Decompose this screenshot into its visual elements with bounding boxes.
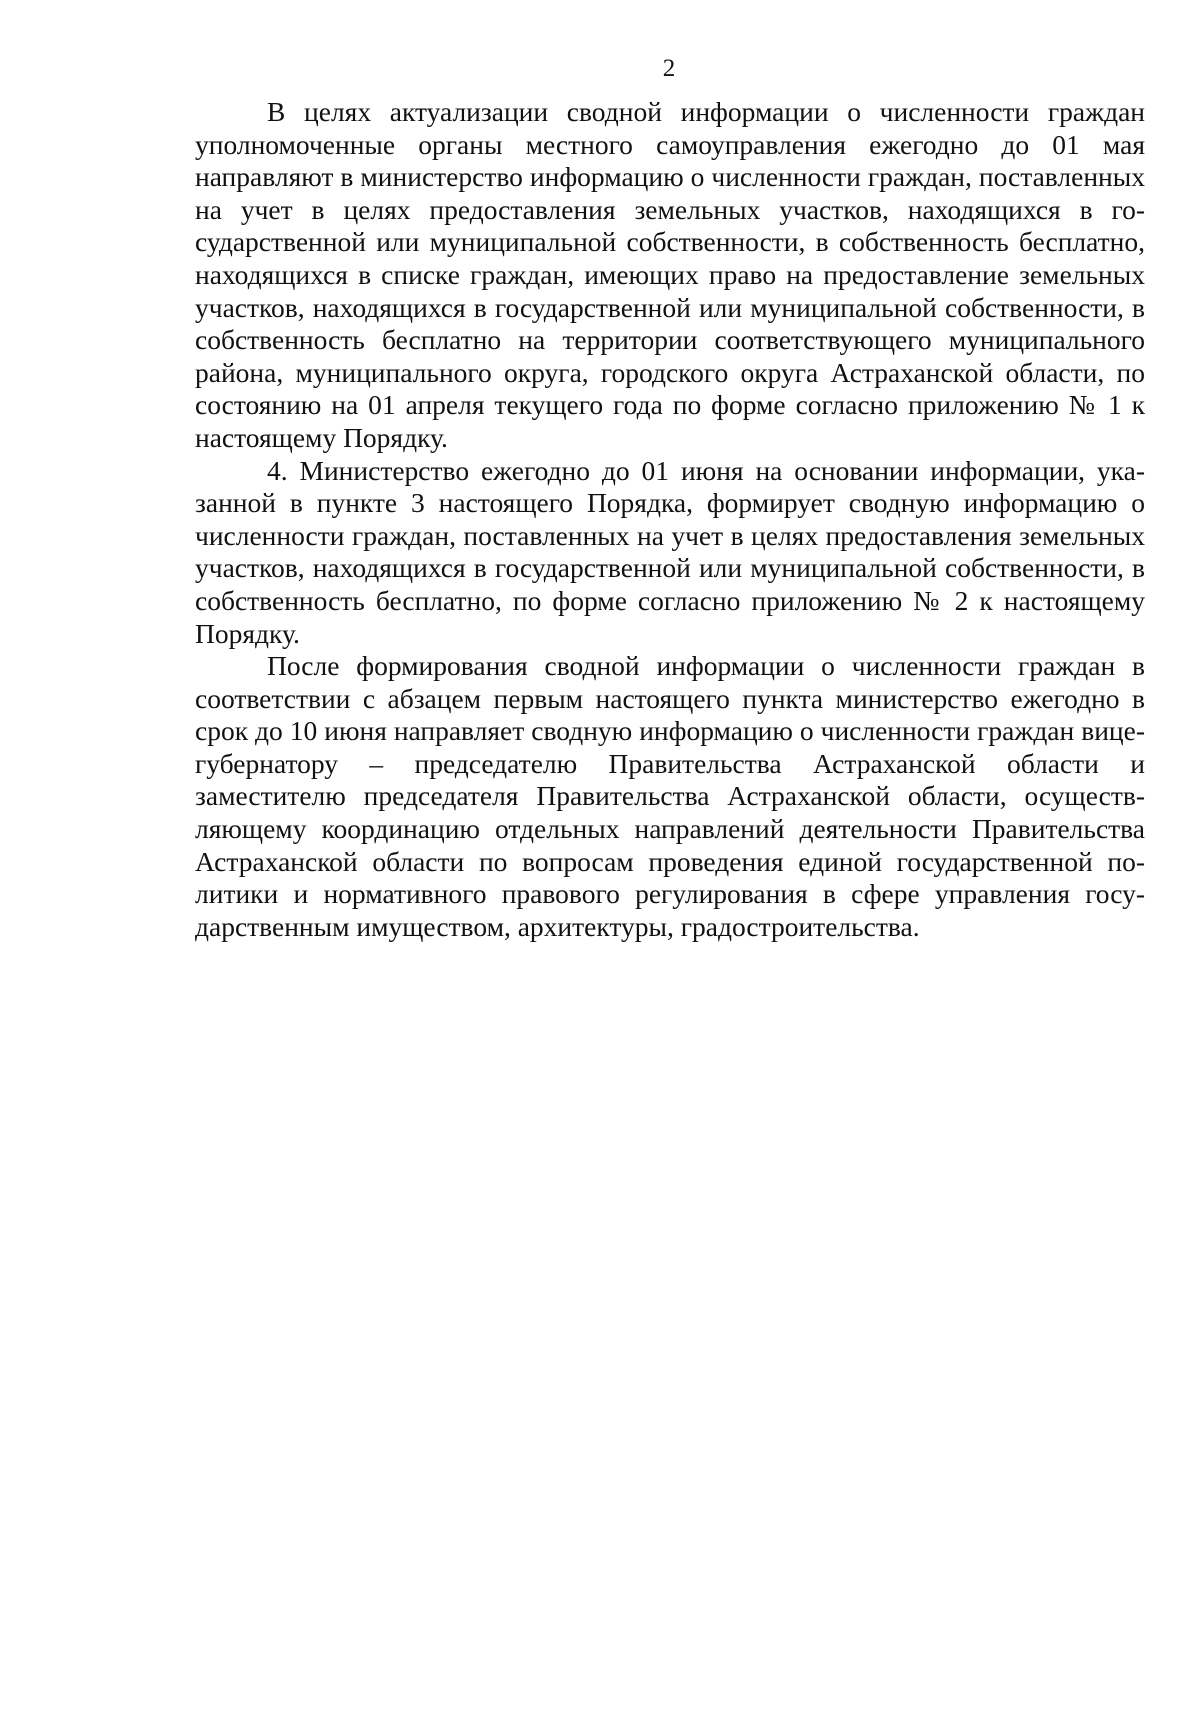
paragraph-actualization: В целях актуализации сводной информации о численности граждан уполномоченные органы местного самоуправления ежегодно до 01 мая направляют в министерство информацию о численности граждан, поставленных на учет в целях предоставления земельных участков, находящихся в государственной или муниципальной собственности, в собственность бесплатно, находящихся в списке граждан, имеющих право на предоставление земельных участков, находящихся в государственной или муниципальной собственности, в собственность бесплатно на территории соответствующего муниципального района, муниципального округа, городского округа Астраханской области, по состоянию на 01 апреля текущего года по форме согласно приложению № 1 к настоящему Порядку. xyxy=(195,96,1145,453)
document-body xyxy=(195,96,1145,943)
page-number: 2 xyxy=(662,55,676,82)
paragraph-item-4: 4. Министерство ежегодно до 01 июня на основании информации, указанной в пункте 3 настоящего Порядка, формирует сводную информацию о численности граждан, поставленных на учет в целях предоставления земельных участков, находящихся в государственной или муниципальной собственности, в собственность бесплатно, по форме согласно приложению № 2 к настоящему Порядку. xyxy=(195,454,1145,649)
paragraph-after-forming: После формирования сводной информации о численности граждан в соответствии с абзацем первым настоящего пункта министерство ежегодно в срок до 10 июня направляет сводную информацию о численности граждан вице-губернатору – председателю Правительства Астраханской области и заместителю председателя Правительства Астраханской области, осуществляющему координацию отдельных направлений деятельности Правительства Астраханской области по вопросам проведения единой государственной политики и нормативного правового регулирования в сфере управления государственным имуществом, архитектуры, градостроительства. xyxy=(195,650,1145,942)
